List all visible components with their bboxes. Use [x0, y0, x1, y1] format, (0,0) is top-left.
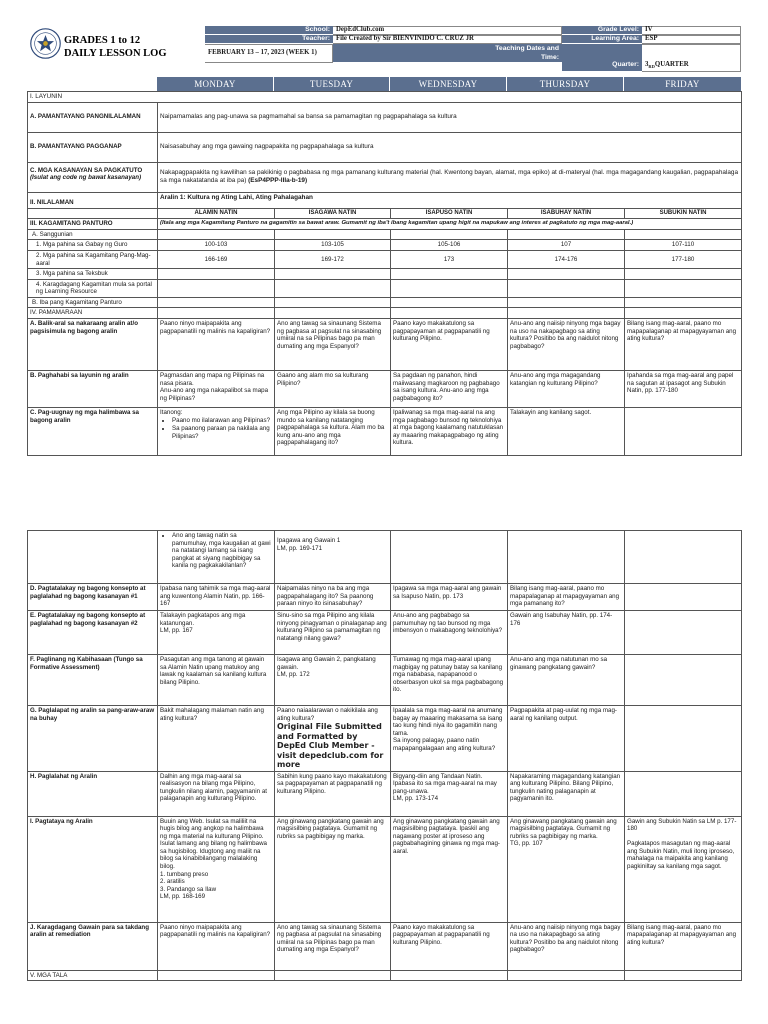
paglalapat-fri — [625, 706, 742, 772]
deped-seal-icon — [30, 28, 61, 59]
page-1 — [27, 26, 741, 490]
grade-label: Grade Level: — [562, 26, 642, 35]
row-label-kasanayan: C. MGA KASANAYAN SA PAGKATUTO (Isulat ang code ng bawat kasanayan) — [28, 162, 158, 192]
konsepto-1-wed: Ipagawa sa mga mag-aaral ang gawain sa Isapuso Natin, pp. 173 — [391, 584, 508, 611]
teacher-label: Teacher: — [205, 35, 333, 44]
row-label-paglalapat: G. Paglalapat ng aralin sa pang-araw-araw na buhay — [28, 706, 158, 772]
area-value: ESP — [642, 35, 741, 44]
kagamitan-text: (Itala ang mga Kagamitang Panturo na gagamitin sa bawat araw. Gumamit ng iba't ibang kagamitan upang higit na mapukaw ang interes at pagkatuto ng mga mag-aaral.) — [158, 218, 742, 229]
quarter-label: Quarter: — [562, 44, 642, 72]
paghahabi-wed: Sa pagdaan ng panahon, hindi maiiwasang magkaroon ng pagbabago sa isang kultura. Anu-ano ang mga pagbabagong ito? — [391, 371, 508, 408]
row-label-konsepto-2: E. Pagtatalakay ng bagong konsepto at paglalahad ng bagong kasanayan #2 — [28, 611, 158, 655]
day-wednesday: WEDNESDAY — [390, 77, 507, 91]
aralin-title: Aralin 1: Kultura ng Ating Lahi, Ating Pahalagahan — [158, 192, 742, 208]
mag-aaral-pages-wed: 173 — [391, 251, 508, 269]
balik-aral-tue: Ano ang tawag sa sinaunang Sistema ng pagbasa at pagsulat na sinasabing umiiral na sa Pilipinas bago pa man dumating ang mga Espanyol? — [275, 319, 391, 371]
row-label-paghahabi: B. Paghahabi sa layunin ng aralin — [28, 371, 158, 408]
dll-title — [64, 28, 167, 60]
row-label-iba-pang-kagamitan: B. Iba pang Kagamitang Panturo — [28, 297, 158, 308]
balik-aral-mon: Paano ninyo maipapakita ang pagpapanatili ng malinis na kapaligiran? — [158, 319, 275, 371]
balik-aral-wed: Paano kayo makakatulong sa pagpapayaman at pagpapanatili ng kulturang Pilipino. — [391, 319, 508, 371]
paghahabi-tue: Gaano ang alam mo sa kulturang Pilipino? — [275, 371, 391, 408]
paglalahat-fri — [625, 771, 742, 816]
guro-pages-thu: 107 — [508, 240, 625, 251]
konsepto-1-mon: Ipabasa nang tahimik sa mga mag-aaral ang kuwentong Alamin Natin, pp. 166-167 — [158, 584, 275, 611]
continued-bullet-cell — [158, 531, 275, 584]
pag-uugnay-tue: Ang mga Pilipino ay kilala sa buong mundo sa kanilang natatanging pagpapahalaga sa kultura. Alam mo ba kung anu-ano ang mga pagpapahalagang ito? — [275, 408, 391, 456]
row-label-pagtataya: I. Pagtataya ng Aralin — [28, 816, 158, 922]
pag-uugnay-bullet-2: • Sa paanong paraan pa nakilala ang Pilipinas? — [172, 425, 272, 440]
title-line-2: DAILY LESSON LOG — [64, 48, 167, 59]
pag-uugnay-mon: Itanong: • Paano mo ilalarawan ang Pilipinas? • Sa paanong paraan pa nakilala ang Pilipinas? — [158, 408, 275, 456]
row-label-paglalahat: H. Paglalahat ng Aralin — [28, 771, 158, 816]
mag-aaral-pages-tue: 169-172 — [275, 251, 391, 269]
row-label-nilalaman: II. NILALAMAN — [28, 192, 158, 208]
pangnilalaman-text: Naipamamalas ang pag-unawa sa pagmamahal sa bansa sa pamamagitan ng pagpapahalaga sa kultura — [158, 102, 742, 132]
kabihasaan-fri — [625, 655, 742, 706]
balik-aral-fri: Bilang isang mag-aaral, paano mo mapapalaganap at mapagyayaman ang ating kultura? — [625, 319, 742, 371]
paglalahat-thu: Napakaraming magagandang katangian ang kulturang Pilipino. Bilang Pilipino, tungkulin nating palaganapin at pagyamanin ito. — [508, 771, 625, 816]
continued-bullet: • Ano ang tawag natin sa pamumuhay, mga kaugalian at gawi na natatangi lamang sa isang pangkat at siyang nagbibigay sa kanila ng pagkakakilanlan? — [172, 532, 272, 570]
dates-label-line1: Teaching Dates and — [495, 45, 559, 52]
school-label: School: — [205, 26, 333, 35]
col-head-subukin: SUBUKIN NATIN — [625, 208, 742, 218]
kasanayan-subtitle: (Isulat ang code ng bawat kasanayan) — [30, 174, 142, 182]
pag-uugnay-fri — [625, 408, 742, 456]
lesson-table-page1 — [27, 91, 742, 456]
row-label-teksbuk: 3. Mga pahina sa Teksbuk — [28, 269, 158, 280]
dates-label — [333, 44, 562, 63]
row-label-kabihasaan: F. Paglinang ng Kabihasaan (Tungo sa Formative Assessment) — [28, 655, 158, 706]
konsepto-1-thu: Bilang isang mag-aaral, paano mo mapapalaganap at mapagyayaman ang mga pamanang ito? — [508, 584, 625, 611]
dates-value: FEBRUARY 13 – 17, 2023 (WEEK 1) — [205, 44, 333, 63]
mag-aaral-pages-fri: 177-180 — [625, 251, 742, 269]
day-monday: MONDAY — [157, 77, 274, 91]
konsepto-2-mon: Talakayin pagkatapos ang mga katanungan. LM, pp. 167 — [158, 611, 275, 655]
balik-aral-thu: Anu-ano ang naiisip ninyong mga bagay na uso na nakapagbago sa ating kultura? Positibo ba ang naidulot nitong pagbabago? — [508, 319, 625, 371]
row-label-takdang-aralin: J. Karagdagang Gawain para sa takdang aralin at remediation — [28, 922, 158, 970]
takdang-aralin-wed: Paano kayo makakatulong sa pagpapayaman at pagpapanatili ng kulturang Pilipino. — [391, 922, 508, 970]
takdang-aralin-thu: Anu-ano ang naiisip ninyong mga bagay na uso na nakapagbago sa ating kultura? Positibo ba ang naidulot nitong pagbabago? — [508, 922, 625, 970]
guro-pages-wed: 105-106 — [391, 240, 508, 251]
pagtataya-thu: Ang ginawang pangkatang gawain ang magsisilbing pagtataya. Gumamit ng rubriks sa pagbibigay ng marka. TG, pp. 107 — [508, 816, 625, 922]
layunin-heading: I. LAYUNIN — [28, 92, 742, 103]
paglalahat-wed: Bigyang-diin ang Tandaan Natin. Ipabasa ito sa mga mag-aaral na may pang-unawa. LM, pp. 173-174 — [391, 771, 508, 816]
watermark-text: Original File Submitted and Formatted by DepEd Club Member - visit depedclub.com for more — [277, 722, 384, 770]
row-label-pamantayang-pagganap: B. PAMANTAYANG PAGGANAP — [28, 132, 158, 162]
pagtataya-mon: Buuin ang Web. Isulat sa maliliit na hugis bilog ang angkop na halimbawa ng mga material na kulturang Pilipino. Isulat lamang ang bilang ng halimbawa sa hugisbilog. Idugtong ang maliit na bilog sa kinabibilangang malalaking bilog. 1. tumbang preso 2. aratilis 3. Pandango sa Ilaw LM, pp. 168-169 — [158, 816, 275, 922]
dates-label-line2: Time: — [540, 54, 559, 61]
konsepto-2-thu: Gawain ang Isabuhay Natin, pp. 174-176 — [508, 611, 625, 655]
konsepto-2-wed: Anu-ano ang pagbabago sa pamumuhay ng tao bunsod ng mga imbensyon o makabagong teknolohiya? — [391, 611, 508, 655]
page-gap — [0, 497, 768, 523]
day-header-row — [27, 77, 741, 91]
paghahabi-fri: Ipahanda sa mga mag-aaral ang papel na sagutan at ipasagot ang Subukin Natin, pp. 177-180 — [625, 371, 742, 408]
mag-aaral-pages-mon: 166-169 — [158, 251, 275, 269]
row-label-mga-tala: V. MGA TALA — [28, 970, 158, 981]
kabihasaan-thu: Anu-ano ang mga natutunan mo sa ginawang pangkatang gawain? — [508, 655, 625, 706]
pagganap-text: Naisasabuhay ang mga gawaing nagpapakita ng pagpapahalaga sa kultura — [158, 132, 742, 162]
kabihasaan-wed: Tumawag ng mga mag-aaral upang magbigay ng patunay batay sa kanilang mga nababasa, napapanood o obserbasyon ukol sa mga pagbabagong ito. — [391, 655, 508, 706]
page-2 — [27, 530, 741, 978]
paglalahat-mon: Dalhin ang mga mag-aaral sa realisasyon na bilang mga Pilipino, tungkulin nilang alamin, pagyamanin at palaganapin ang kulturang Pilipino. — [158, 771, 275, 816]
guro-pages-tue: 103-105 — [275, 240, 391, 251]
dll-header — [27, 26, 741, 75]
col-head-isapuso: ISAPUSO NATIN — [391, 208, 508, 218]
konsepto-2-tue: Sinu-sino sa mga Pilipino ang kilala ninyong pinagyaman o pinalaganap ang kulturang Pilipino sa pamamagitan ng natatangi nilang gawa? — [275, 611, 391, 655]
col-head-isabuhay: ISABUHAY NATIN — [508, 208, 625, 218]
row-label-balik-aral: A. Balik-aral sa nakaraang aralin at/o pagsisimula ng bagong aralin — [28, 319, 158, 371]
pagtataya-wed: Ang ginawang pangkatang gawain ang magsisilbing pagtataya. Ipaskil ang nagawang poster at iproseso ang pagbabahagining ginawa ng mga mag-aaral. — [391, 816, 508, 922]
grade-value: IV — [642, 26, 741, 35]
kabihasaan-mon: Pasagutan ang mga tanong at gawain sa Alamin Natin upang matukoy ang lawak ng kaalaman sa kanilang kultura bilang Pilipino. — [158, 655, 275, 706]
day-tuesday: TUESDAY — [274, 77, 390, 91]
quarter-value: 3 RD QUARTER — [642, 44, 741, 72]
paglalahat-tue: Sabihin kung paano kayo makakatulong sa pagpapayaman at pagpapanatili ng kulturang Pilipino. — [275, 771, 391, 816]
school-value: DepEdClub.com — [333, 26, 562, 35]
paghahabi-mon: Pagmasdan ang mapa ng Pilipinas na nasa pisara. Anu-ano ang mga nakapalibot sa mapa ng Pilipinas? — [158, 371, 275, 408]
paglalapat-tue: Paano naiaalarawan o nakikilala ang ating kultura? Original File Submitted and Formatted by DepEd Club Member - visit depedclub.com for more — [275, 706, 391, 772]
kasanayan-code: (EsP4PPP-IIIa-b-19) — [248, 177, 308, 185]
lesson-table-page2 — [27, 530, 742, 981]
row-label-pag-uugnay: C. Pag-uugnay ng mga halimbawa sa bagong aralin — [28, 408, 158, 456]
logo-area — [27, 26, 205, 75]
info-block — [205, 26, 741, 75]
row-label-learning-resource: 4. Karagdagang Kagamitan mula sa portal ng Learning Resource — [28, 279, 158, 297]
pag-uugnay-bullet-1: • Paano mo ilalarawan ang Pilipinas? — [172, 417, 272, 425]
guro-pages-fri: 107-110 — [625, 240, 742, 251]
kabihasaan-tue: Isagawa ang Gawain 2, pangkatang gawain. LM, pp. 172 — [275, 655, 391, 706]
area-label: Learning Area: — [562, 35, 642, 44]
col-head-isagawa: ISAGAWA NATIN — [275, 208, 391, 218]
day-thursday: THURSDAY — [507, 77, 624, 91]
pagtataya-fri: Gawin ang Subukin Natin sa LM p. 177-180 Pagkatapos masagutan ng mag-aaral ang Subukin Natin, muli itong iproseso, mahalaga na maipakita ang kanilang pagkiniltay sa kanilang mga sagot. — [625, 816, 742, 922]
paglalapat-mon: Bakit mahalagang malaman natin ang ating kultura? — [158, 706, 275, 772]
takdang-aralin-tue: Ano ang tawag sa sinaunang Sistema ng pagbasa at pagsulat na sinasabing umiiral na sa Pilipinas bago pa man dumating ang mga Espanyol? — [275, 922, 391, 970]
pag-uugnay-thu: Talakayin ang kanilang sagot. — [508, 408, 625, 456]
title-line-1: GRADES 1 to 12 — [64, 35, 141, 46]
row-label-sanggunian: A. Sanggunian — [28, 229, 158, 240]
pag-uugnay-wed: Ipaliwanag sa mga mag-aaral na ang mga pagbabago bunsod ng teknolohiya at mga bagong kaalamang natutuklasan ay maaaring makapagpabago ng ating kultura. — [391, 408, 508, 456]
mag-aaral-pages-thu: 174-176 — [508, 251, 625, 269]
col-head-alamin: ALAMIN NATIN — [158, 208, 275, 218]
row-label-kagamitan: III. KAGAMITANG PANTURO — [28, 218, 158, 229]
pagtataya-tue: Ang ginawang pangkatang gawain ang magsisilbing pagtataya. Gumamit ng rubriks sa pagbibigay ng marka. — [275, 816, 391, 922]
row-label-gabay-guro: 1. Mga pahina sa Gabay ng Guro — [28, 240, 158, 251]
kasanayan-text: Nakapagpapakita ng kawilihan sa pakikinig o pagbabasa ng mga pamanang kulturang material (hal. Kwentong bayan, alamat, mga epiko) at di-materyal (hal. mga magagandang kaugalian, pagpapahalaga sa mga nakatatanda at iba pa) (EsP4PPP-IIIa-b-19) — [158, 162, 742, 192]
day-friday: FRIDAY — [624, 77, 741, 91]
continued-tue: Ipagawa ang Gawain 1 LM, pp. 169-171 — [275, 531, 391, 584]
takdang-aralin-fri: Bilang isang mag-aaral, paano mo mapapalaganap at mapagyayaman ang ating kultura? — [625, 922, 742, 970]
teacher-value: File Created by Sir BIENVINIDO C. CRUZ JR — [333, 35, 562, 44]
takdang-aralin-mon: Paano ninyo maipapakita ang pagpapanatili ng malinis na kapaligiran? — [158, 922, 275, 970]
row-label-pamamaraan: IV. PAMAMARAAN — [28, 308, 158, 319]
paglalapat-wed: Ipaalala sa mga mag-aaral na anumang bagay ay maaaring makasama sa isang tao kung hindi niya ito gagamitin nang tama. Sa inyong palagay, paano natin mapapangalagaan ang ating kultura? — [391, 706, 508, 772]
paglalapat-thu: Pagpapakita at pag-uulat ng mga mag-aaral ng kanilang output. — [508, 706, 625, 772]
paghahabi-thu: Anu-ano ang mga magagandang katangian ng kulturang Pilipino? — [508, 371, 625, 408]
konsepto-2-fri — [625, 611, 742, 655]
guro-pages-mon: 100-103 — [158, 240, 275, 251]
konsepto-1-tue: Naipamalas ninyo na ba ang mga pagpapahalagang ito? Sa paanong paraan ninyo ito isinasabuhay? — [275, 584, 391, 611]
row-label-pamantayang-pangnilalaman: A. PAMANTAYANG PANGNILALAMAN — [28, 102, 158, 132]
row-label-konsepto-1: D. Pagtatalakay ng bagong konsepto at paglalahad ng bagong kasanayan #1 — [28, 584, 158, 611]
row-label-kagamitang-mag-aaral: 2. Mga pahina sa Kagamitang Pang-Mag-aaral — [28, 251, 158, 269]
konsepto-1-fri — [625, 584, 742, 611]
